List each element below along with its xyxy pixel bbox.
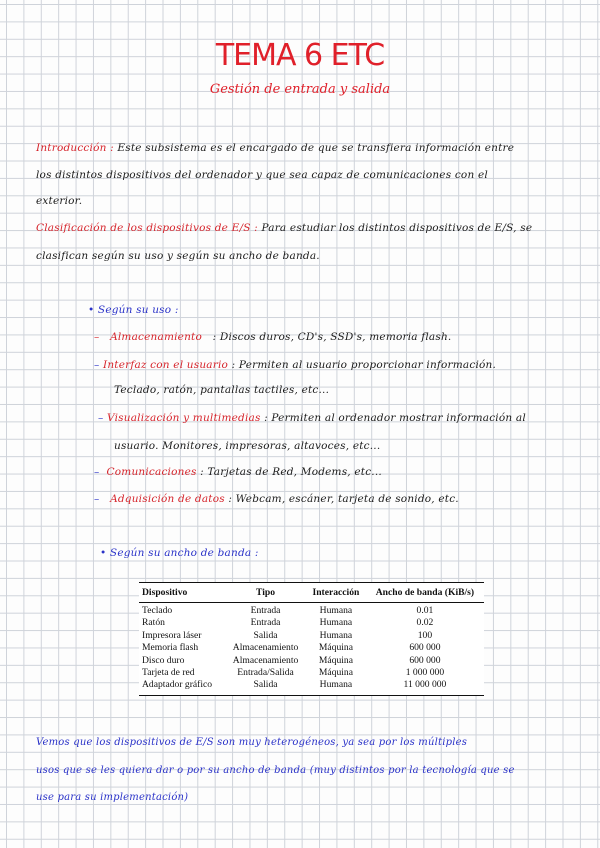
table-cell: Salida bbox=[225, 679, 306, 695]
table-cell: Máquina bbox=[318, 654, 353, 666]
uso-heading: • Según su uso : bbox=[88, 304, 179, 316]
table-cell: Adaptador gráfico bbox=[139, 679, 225, 695]
table-cell: Tarjeta de red bbox=[142, 667, 195, 679]
uso-cont-visualizacion: usuario. Monitores, impresoras, altavoces, etc... bbox=[114, 440, 381, 452]
uso-text-interfaz: : Permiten al usuario proporcionar información. bbox=[231, 359, 497, 371]
uso-text-almacenamiento: : Discos duros, CD's, SSD's, memoria flash. bbox=[212, 331, 452, 343]
table-row bbox=[139, 667, 484, 679]
table-cell: Entrada bbox=[250, 617, 281, 629]
table-cell: Entrada/Salida bbox=[237, 667, 294, 679]
uso-label-interfaz: Interfaz con el usuario bbox=[103, 359, 229, 371]
classification-line-1 bbox=[36, 222, 532, 234]
intro-line-3: exterior. bbox=[36, 195, 83, 207]
uso-item-adquisicion bbox=[94, 493, 459, 505]
intro-label: Introducción : bbox=[36, 142, 114, 154]
uso-label-almacenamiento: Almacenamiento bbox=[110, 331, 202, 343]
table-cell: Teclado bbox=[142, 605, 173, 616]
uso-dash: – bbox=[94, 466, 100, 478]
uso-item-visualizacion bbox=[98, 412, 526, 424]
table-cell: Almacenamiento bbox=[232, 654, 299, 666]
uso-dash: – bbox=[94, 331, 100, 343]
table-row bbox=[139, 603, 484, 618]
table-header: Dispositivo bbox=[139, 583, 225, 603]
uso-text-adquisicion: : Webcam, escáner, tarjeta de sonido, etc. bbox=[228, 493, 459, 505]
uso-item-interfaz bbox=[94, 359, 496, 371]
table-cell: Humana bbox=[319, 617, 353, 629]
conclusion-line-2: usos que se les quiera dar o por su ancho de banda (muy distintos por la tecnología que se bbox=[36, 765, 515, 776]
uso-text-visualizacion: : Permiten al ordenador mostrar información al bbox=[264, 412, 526, 424]
table-cell: 600 000 bbox=[409, 654, 441, 666]
table-row bbox=[139, 617, 484, 629]
table-row bbox=[139, 630, 484, 642]
uso-label-comunicaciones: Comunicaciones bbox=[106, 466, 197, 478]
table-cell: Impresora láser bbox=[142, 629, 202, 641]
uso-label-visualizacion: Visualización y multimedias bbox=[107, 412, 261, 424]
uso-item-almacenamiento bbox=[94, 331, 451, 343]
bandwidth-table bbox=[139, 582, 484, 696]
table-header: Interacción bbox=[306, 583, 366, 603]
intro-line-1 bbox=[36, 142, 514, 154]
table-row bbox=[139, 642, 484, 654]
classification-text-1: Para estudiar los distintos dispositivos de E/S, se bbox=[261, 222, 533, 234]
table-cell: Máquina bbox=[318, 642, 353, 654]
table-cell: Máquina bbox=[318, 667, 353, 679]
ancho-heading: • Según su ancho de banda : bbox=[100, 547, 259, 559]
table-header-row bbox=[139, 583, 484, 603]
table-cell: 11 000 000 bbox=[366, 679, 484, 695]
table-row bbox=[139, 679, 484, 695]
table-cell: Humana bbox=[319, 629, 353, 641]
table-cell: Disco duro bbox=[142, 654, 185, 666]
table-cell: 1 000 000 bbox=[405, 667, 445, 679]
uso-dash: – bbox=[94, 493, 100, 505]
classification-line-2: clasifican según su uso y según su ancho de banda. bbox=[36, 250, 320, 262]
uso-text-comunicaciones: : Tarjetas de Red, Modems, etc... bbox=[200, 466, 382, 478]
table-row bbox=[139, 655, 484, 667]
classification-label: Clasificación de los dispositivos de E/S : bbox=[36, 222, 258, 234]
table-cell: Ratón bbox=[142, 617, 165, 629]
table-cell: Humana bbox=[319, 605, 353, 616]
table-cell: 100 bbox=[417, 629, 433, 641]
table-cell: Memoria flash bbox=[142, 642, 199, 654]
intro-text-1: Este subsistema es el encargado de que se transfiera información entre bbox=[117, 142, 515, 154]
intro-line-2: los distintos dispositivos del ordenador y que sea capaz de comunicaciones con el bbox=[36, 169, 488, 181]
uso-dash: – bbox=[94, 359, 100, 371]
uso-item-comunicaciones bbox=[94, 466, 382, 478]
page-title: TEMA 6 ETC bbox=[215, 38, 385, 73]
uso-cont-interfaz: Teclado, ratón, pantallas tactiles, etc... bbox=[114, 384, 330, 396]
uso-dash: – bbox=[98, 412, 104, 424]
table-cell: 600 000 bbox=[409, 642, 441, 654]
conclusion-line-1: Vemos que los dispositivos de E/S son muy heterogéneos, ya sea por los múltiples bbox=[36, 737, 468, 748]
table-cell: Humana bbox=[306, 679, 366, 695]
table-cell: Almacenamiento bbox=[232, 642, 299, 654]
table-cell: Entrada bbox=[250, 605, 281, 616]
table-cell: 0.02 bbox=[416, 617, 434, 629]
table-cell: 0.01 bbox=[416, 605, 434, 616]
table-cell: Salida bbox=[253, 629, 278, 641]
table-header: Ancho de banda (KiB/s) bbox=[366, 583, 484, 603]
page-subtitle: Gestión de entrada y salida bbox=[209, 82, 391, 97]
table-header: Tipo bbox=[225, 583, 306, 603]
uso-label-adquisicion: Adquisición de datos bbox=[110, 493, 225, 505]
conclusion-line-3: use para su implementación) bbox=[36, 792, 189, 803]
